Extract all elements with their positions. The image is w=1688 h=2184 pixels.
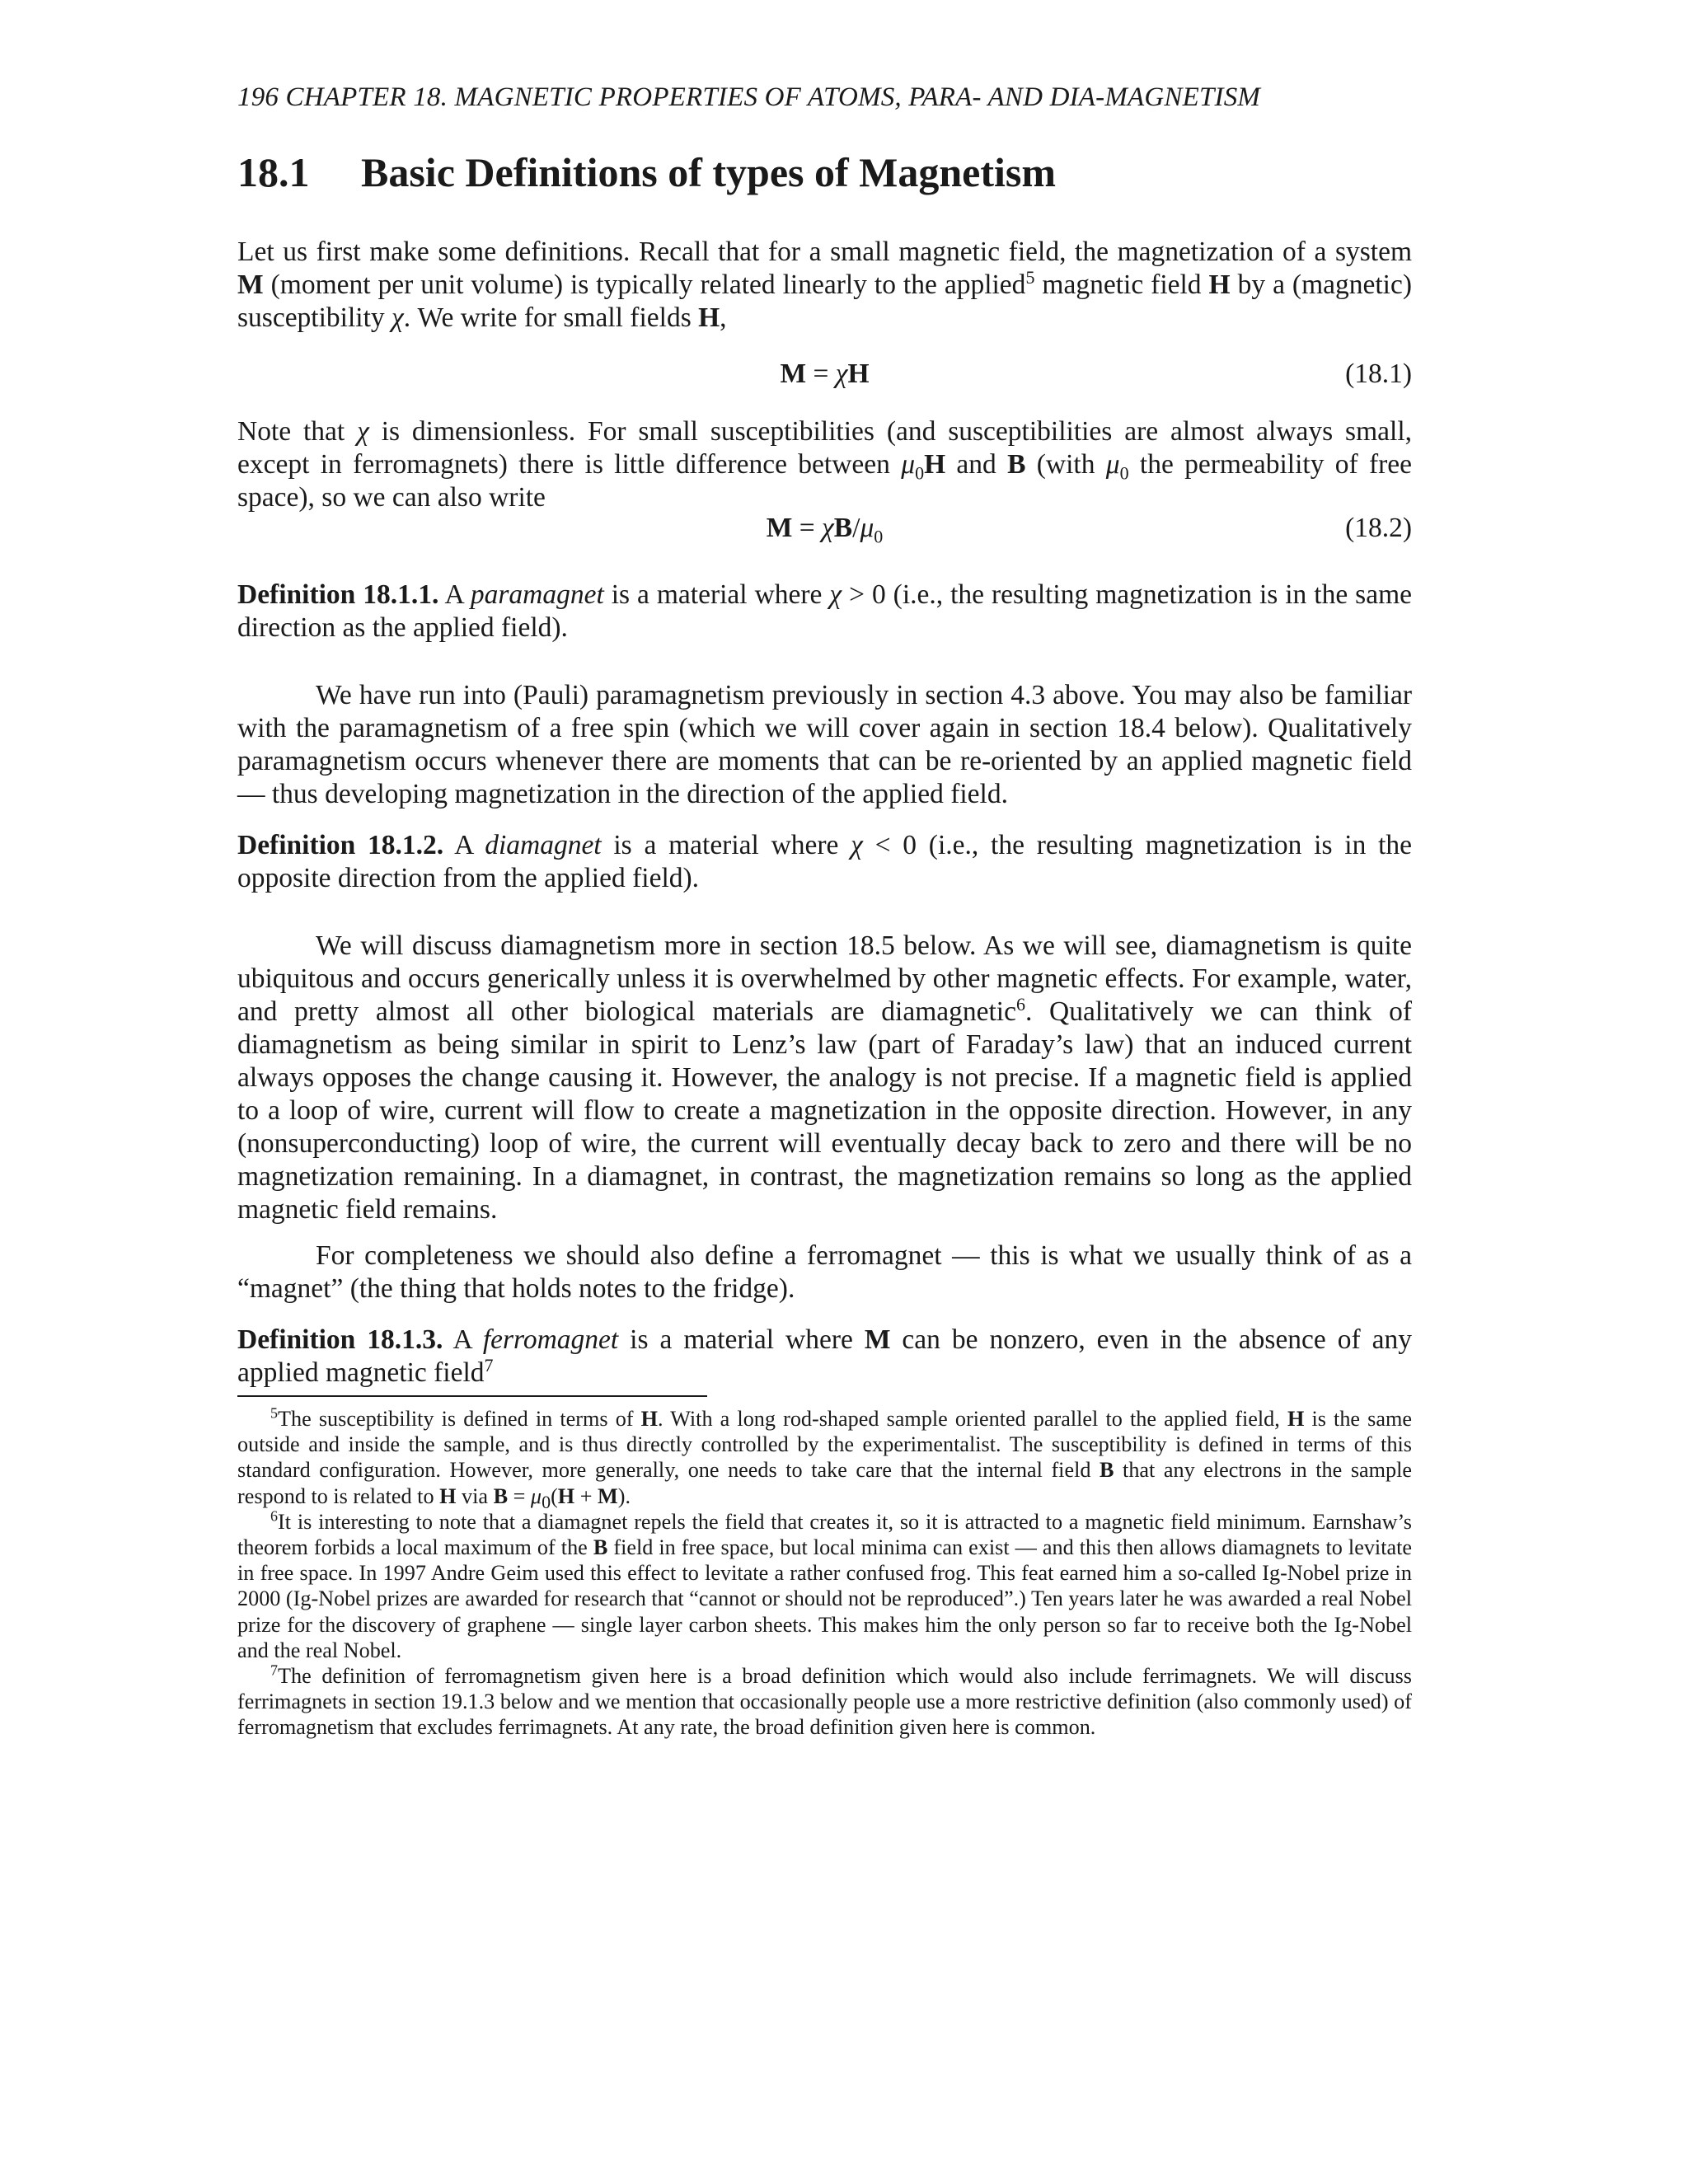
footnote-ref-6: 6 [1015, 993, 1025, 1015]
ferromagnet-intro-paragraph: For completeness we should also define a ferromagnet — this is what we usually think of as a “magnet” (the thing that holds notes to the fridge). [237, 1240, 1412, 1304]
equation-18-1: M = χH (18.1) [780, 359, 1412, 389]
footnote-ref-7: 7 [484, 1354, 494, 1376]
footnotes [237, 1406, 1412, 1741]
paramagnetism-paragraph: We have run into (Pauli) paramagnetism previously in section 4.3 above. You may also be familiar with the paramagnetism of a free spin (which we will cover again in section 18.4 below). Qualitatively paramagnetism occurs whenever there are moments that can be re-oriented by an applied magnetic field — thus developing magnetization in the direction of the applied field. [237, 680, 1412, 809]
footnote-6: $^6$It is interesting to note that a diamagnet repels the field that creates it, so it is attracted to a magnetic field minimum. Earnshaw’s theorem forbids a local maximum of the B field in free space, but local minima can exist — and this then allows diamagnets to levitate in free space. In 1997 Andre Geim used this effect to levitate a rather confused frog. This feat earned him a so-called Ig-Nobel prize in 2000 (Ig-Nobel prizes are awarded for research that “cannot or should not be reproduced”.) Ten years later he was awarded a real Nobel prize for the discovery of graphene — single layer carbon sheets. This makes him the only person so far to receive both the Ig-Nobel and the real Nobel. [237, 1507, 1412, 1662]
definition-paramagnet: Definition 18.1.1. A paramagnet is a material where χ > 0 (i.e., the resulting magnetization is in the same direction as the applied field). [237, 579, 1413, 643]
diamagnetism-paragraph: We will discuss diamagnetism more in section 18.5 below. As we will see, diamagnetism is quite ubiquitous and occurs generically unless it is overwhelmed by other magnetic effects. For example, water, and pretty almost all other biological materials are diamagnetic$^6$. Qualitatively we can think of diamagnetism as being similar in spirit to Lenz’s law (part of Faraday’s law) that an induced current always opposes the change causing it. However, the analogy is not precise. If a magnetic field is applied to a loop of wire, current will flow to create a magnetization in the opposite direction. However, in any (nonsuperconducting) loop of wire, the current will eventually decay back to zero and there will be no magnetization remaining. In a diamagnet, in contrast, the magnetization remains so long as the applied magnetic field remains. [237, 930, 1412, 1225]
susceptibility-paragraph: Note that χ is dimensionless. For small susceptibilities (and susceptibilities are almost always small, except in ferromagnets) there is little difference between $\mu_0H$ and B (with $\mu_0$ the permeability of free space), so we can also write [237, 416, 1413, 513]
footnote-rule [237, 1395, 707, 1397]
definition-label: Definition 18.1.2. [237, 830, 444, 860]
footnote-5: $^5$The susceptibility is defined in terms of H. With a long rod-shaped sample oriented parallel to the applied field, H is the same outside and inside the sample, and is thus directly controlled by the experimentalist. The susceptibility is defined in terms of this standard configuration. However, more generally, one needs to take care that the internal field B that any electrons in the sample respond to is related to H via $B = \mu_0(H + M)$. [237, 1404, 1412, 1512]
footnote-7: $^7$The definition of ferromagnetism given here is a broad definition which would also include ferrimagnets. We will discuss ferrimagnets in section 19.1.3 below and we mention that occasionally people use a more restrictive definition (also commonly used) of ferromagnetism that excludes ferrimagnets. At any rate, the broad definition given here is common. [237, 1661, 1412, 1740]
equation-number: (18.2) [1345, 513, 1412, 543]
section-title: Basic Definitions of types of Magnetism [361, 149, 1056, 195]
intro-paragraph: Let us first make some definitions. Recall that for a small magnetic field, the magnetization of a system M (moment per unit volume) is typically related linearly to the applied$^5$ magnetic field H by a (magnetic) susceptibility χ. We write for small fields H, [237, 237, 1413, 333]
definition-diamagnet: Definition 18.1.2. A diamagnet is a material where χ < 0 (i.e., the resulting magnetization is in the opposite direction from the applied field). [237, 830, 1413, 893]
running-head: 196 CHAPTER 18. MAGNETIC PROPERTIES OF ATOMS, PARA- AND DIA-MAGNETISM [237, 82, 1261, 112]
footnote-ref-5: 5 [1025, 266, 1035, 288]
equation-18-2: $M = \chi B/\mu_0$ (18.2) [766, 513, 1412, 547]
section-heading [237, 148, 1412, 196]
equation-number: (18.1) [1345, 359, 1412, 389]
definition-ferromagnet: Definition 18.1.3. A ferromagnet is a material where M can be nonzero, even in the absence of any applied magnetic field$^7$ [237, 1324, 1412, 1388]
definition-label: Definition 18.1.3. [237, 1324, 443, 1355]
section-number: 18.1 [237, 149, 310, 195]
definition-label: Definition 18.1.1. [237, 579, 439, 610]
